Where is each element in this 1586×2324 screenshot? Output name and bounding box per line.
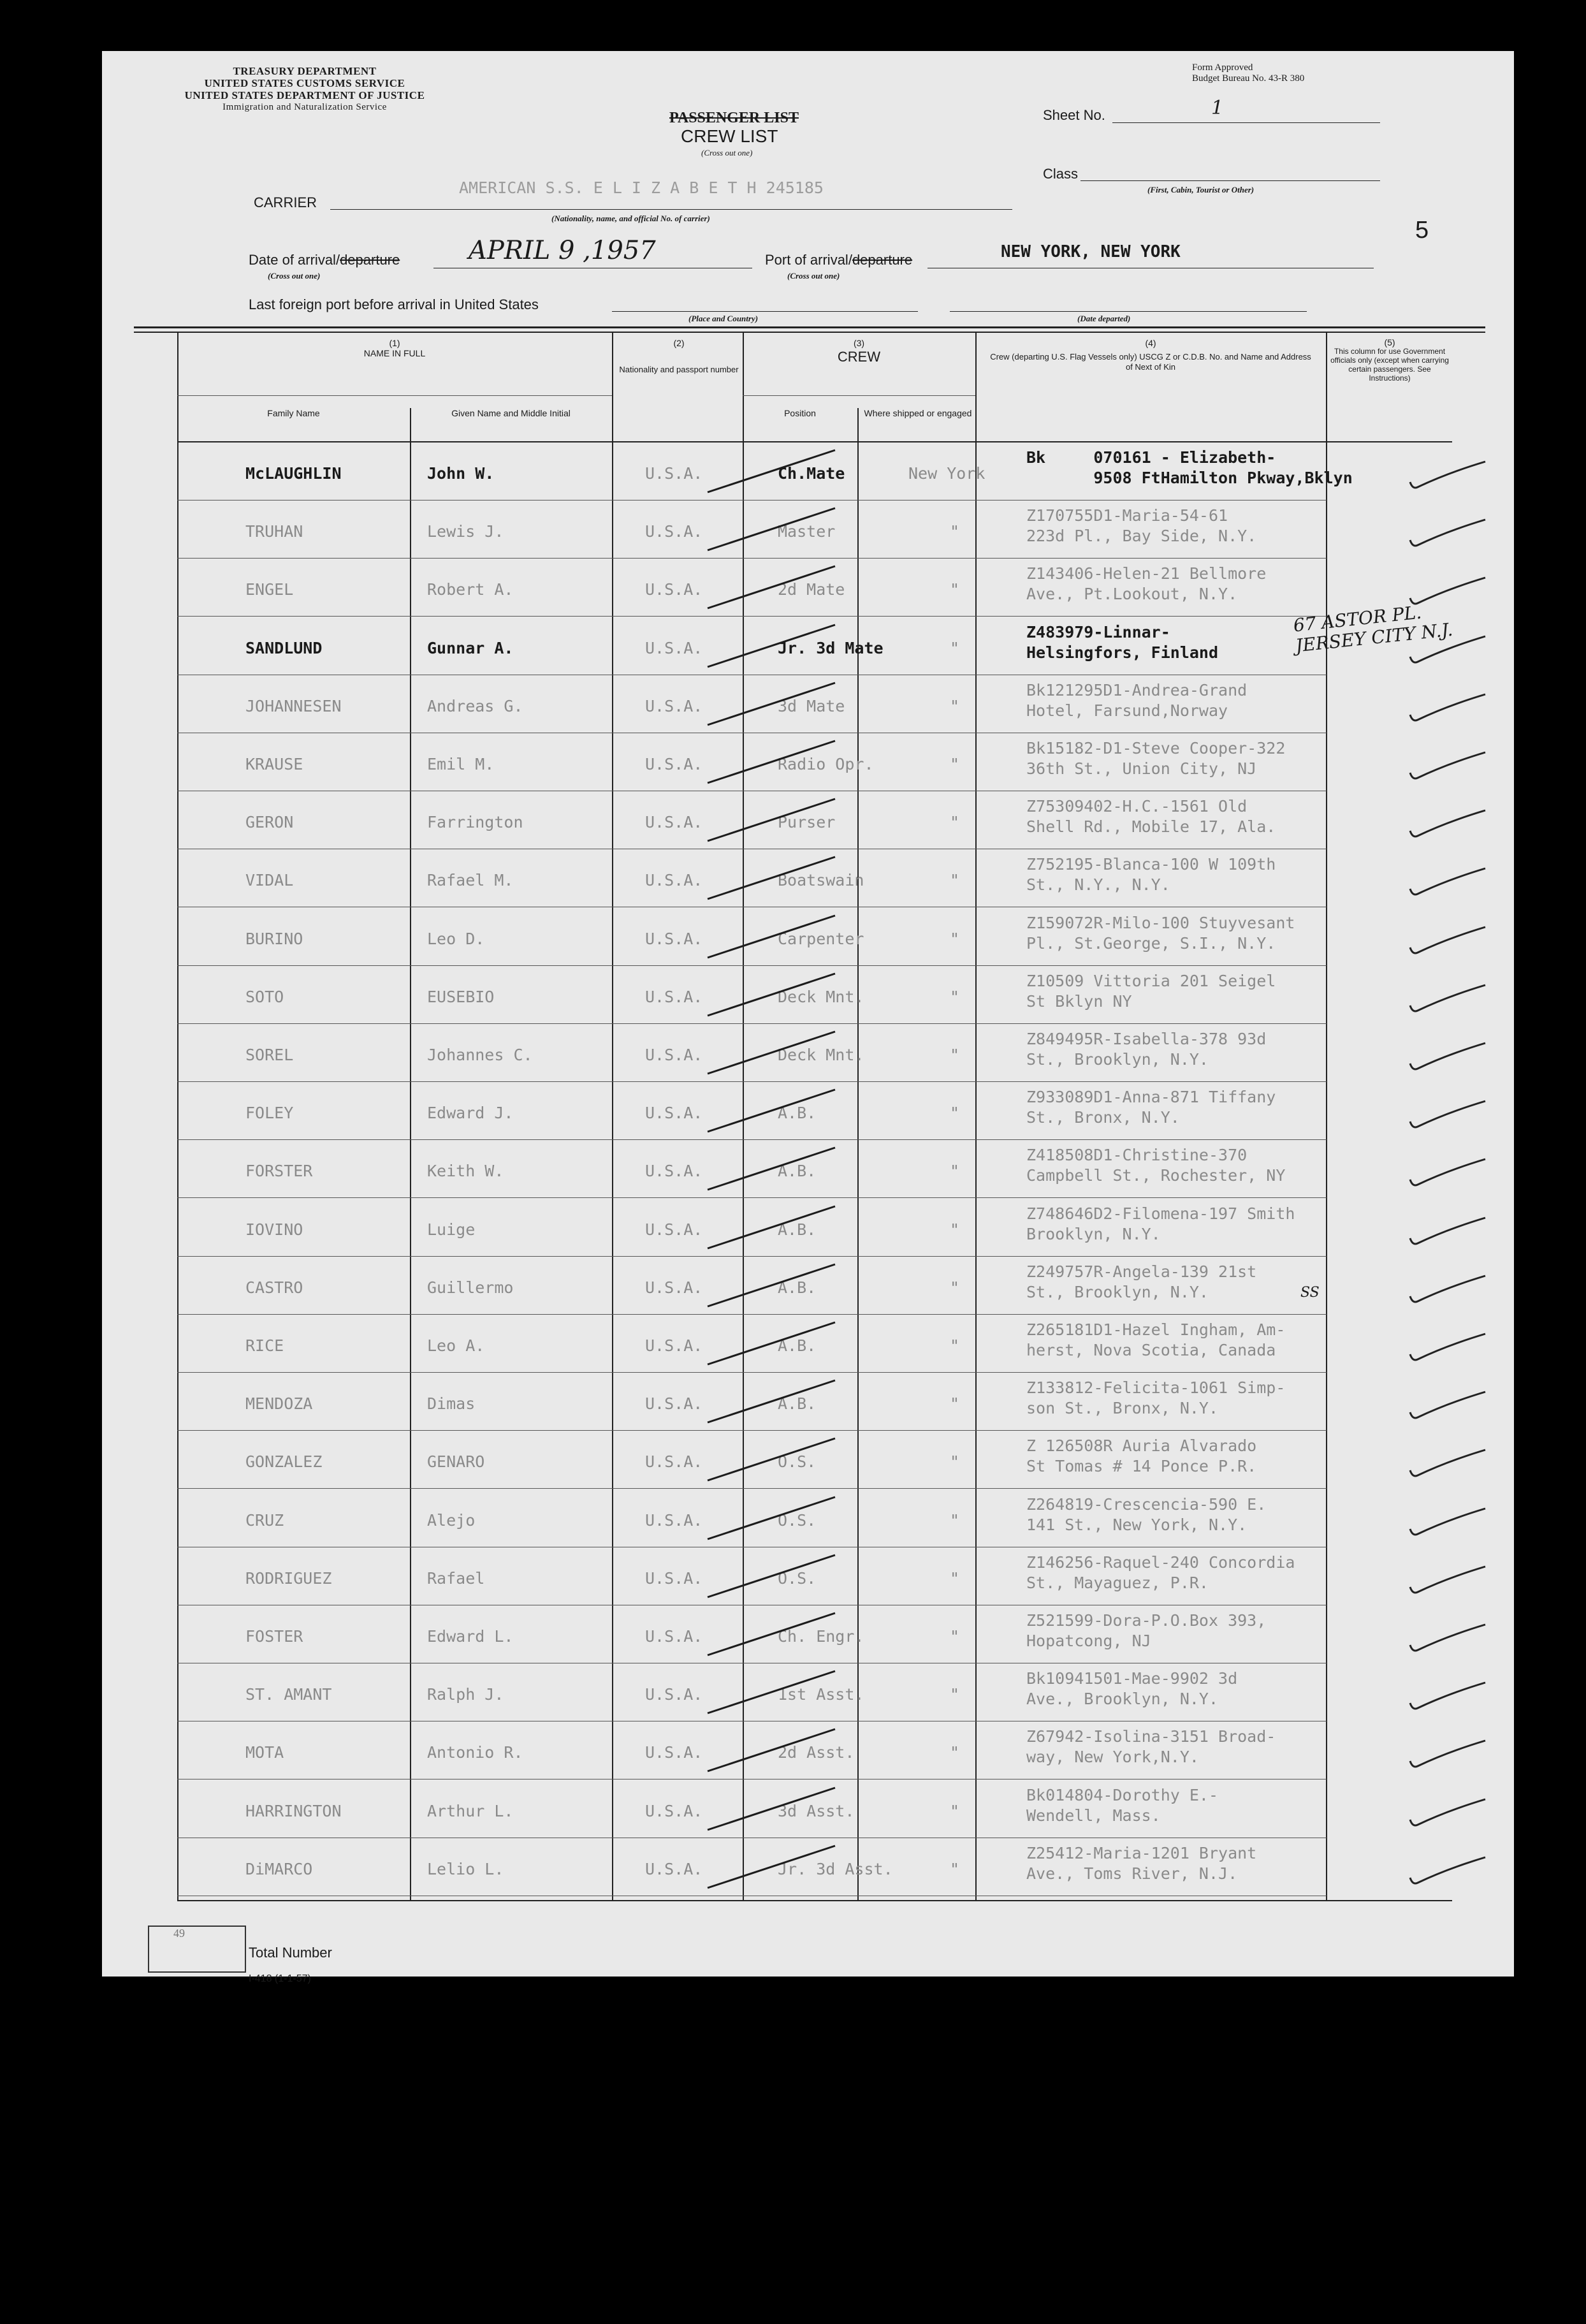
given-name: Leo D. (427, 929, 485, 948)
position: Ch. Engr. (778, 1627, 864, 1646)
port-note: (Cross out one) (787, 271, 840, 281)
budget-bureau-text: Budget Bureau No. 43-R 380 (1192, 73, 1305, 84)
sheet-label: Sheet No. (1043, 107, 1105, 123)
family-name: BURINO (245, 929, 303, 948)
next-of-kin: Z 126508R Auria Alvarado St Tomas # 14 Ponce P.R. (1026, 1436, 1257, 1476)
next-of-kin: Bk014804-Dorothy E.- Wendell, Mass. (1026, 1785, 1219, 1825)
verification-slash-icon (701, 1024, 841, 1081)
next-of-kin: Z10509 Vittoria 201 Seigel St Bklyn NY (1026, 971, 1276, 1011)
position: O.S. (778, 1452, 817, 1472)
table-row (102, 908, 1514, 966)
nationality: U.S.A. (645, 987, 703, 1006)
position: 3d Mate (778, 696, 845, 715)
nationality: U.S.A. (645, 1510, 703, 1530)
next-of-kin: Z483979-Linnar- Helsingfors, Finland (1026, 622, 1219, 662)
handwritten-address: 67 ASTOR PL. JERSEY CITY N.J. (1292, 601, 1454, 657)
page-title: CREW LIST (681, 126, 778, 146)
checkmark-icon (1402, 691, 1492, 729)
nationality: U.S.A. (645, 1801, 703, 1820)
col4-header: (4) Crew (departing U.S. Flag Vessels only) USCG Z or C.D.B. No. and Name and Address of Next of Kin (990, 338, 1311, 372)
agency-line: UNITED STATES DEPARTMENT OF JUSTICE (184, 89, 425, 101)
date-note: (Cross out one) (268, 271, 321, 281)
next-of-kin: Z933089D1-Anna-871 Tiffany St., Bronx, N.Y. (1026, 1088, 1276, 1127)
nationality: U.S.A. (645, 1220, 703, 1239)
family-name: MOTA (245, 1743, 284, 1762)
verification-slash-icon (701, 1663, 841, 1721)
carrier-value: AMERICAN S.S. E L I Z A B E T H 245185 (459, 179, 824, 197)
class-note: (First, Cabin, Tourist or Other) (1147, 185, 1255, 194)
col3-header: (3) CREW (837, 338, 881, 365)
given-name: Lewis J. (427, 522, 504, 541)
checkmark-icon (1402, 807, 1492, 845)
table-row (102, 1431, 1514, 1489)
position: A.B. (778, 1162, 817, 1181)
given-name: Antonio R. (427, 1743, 523, 1762)
given-name: Farrington (427, 813, 523, 832)
nationality: U.S.A. (645, 1046, 703, 1064)
next-of-kin: Z418508D1-Christine-370 Campbell St., Rochester, NY (1026, 1146, 1286, 1185)
family-name: GONZALEZ (245, 1452, 323, 1472)
nationality: U.S.A. (645, 696, 703, 715)
family-name: RICE (245, 1336, 284, 1355)
nationality: U.S.A. (645, 1743, 703, 1762)
verification-slash-icon (701, 1082, 841, 1139)
given-name: Keith W. (427, 1162, 504, 1181)
date-label: Date of arrival/departure (249, 252, 400, 268)
checkmark-icon (1402, 1330, 1492, 1368)
next-of-kin: Z67942-Isolina-3151 Broad- way, New York,N.Y. (1026, 1727, 1276, 1767)
next-of-kin: Z170755D1-Maria-54-61 223d Pl., Bay Side, N.Y. (1026, 506, 1257, 546)
next-of-kin: Z521599-Dora-P.O.Box 393, Hopatcong, NJ (1026, 1611, 1267, 1650)
crew-list-form (102, 51, 1514, 1984)
where-shipped: " (950, 1801, 960, 1820)
checkmark-icon (1402, 516, 1492, 554)
where-shipped: " (950, 1394, 960, 1414)
table-row (102, 675, 1514, 733)
given-name: Leo A. (427, 1336, 485, 1355)
given-name: Luige (427, 1220, 476, 1239)
col1a-header: Family Name (267, 408, 320, 418)
checkmark-icon (1402, 1853, 1492, 1892)
agency-line: Immigration and Naturalization Service (222, 102, 387, 112)
position: A.B. (778, 1394, 817, 1414)
next-of-kin: Z143406-Helen-21 Bellmore Ave., Pt.Lookout, N.Y. (1026, 564, 1267, 604)
checkmark-icon (1402, 981, 1492, 1019)
checkmark-icon (1402, 1795, 1492, 1834)
given-name: Dimas (427, 1394, 476, 1414)
family-name: CRUZ (245, 1510, 284, 1530)
col1-header: (1) NAME IN FULL (363, 338, 426, 358)
where-shipped: " (950, 1104, 960, 1123)
checkmark-icon (1402, 458, 1492, 496)
where-shipped: " (950, 1685, 960, 1704)
nationality: U.S.A. (645, 813, 703, 832)
verification-slash-icon (701, 1489, 841, 1547)
checkmark-icon (1402, 1214, 1492, 1252)
family-name: ENGEL (245, 580, 294, 599)
position: O.S. (778, 1510, 817, 1530)
where-shipped: " (950, 929, 960, 948)
where-shipped: " (950, 987, 960, 1006)
table-row (102, 1373, 1514, 1431)
title-struck: PASSENGER LIST (669, 110, 799, 126)
given-name: Edward J. (427, 1104, 514, 1123)
where-shipped: " (950, 1510, 960, 1530)
form-approved-text: Form Approved (1192, 62, 1253, 73)
where-shipped: " (950, 755, 960, 773)
position: 2d Asst. (778, 1743, 855, 1762)
checkmark-icon (1402, 923, 1492, 961)
nationality: U.S.A. (645, 522, 703, 541)
position: O.S. (778, 1568, 817, 1588)
position: Purser (778, 813, 836, 832)
position: A.B. (778, 1104, 817, 1123)
col3a-header: Position (784, 408, 816, 418)
given-name: Arthur L. (427, 1801, 514, 1820)
where-shipped: " (950, 1278, 960, 1297)
next-of-kin: Z249757R-Angela-139 21st St., Brooklyn, N.Y. (1026, 1262, 1257, 1301)
nationality: U.S.A. (645, 755, 703, 773)
given-name: Emil M. (427, 755, 495, 773)
given-name: Rafael M. (427, 871, 514, 890)
verification-slash-icon (701, 849, 841, 907)
checkmark-icon (1402, 1505, 1492, 1543)
given-name: Lelio L. (427, 1859, 504, 1878)
nationality: U.S.A. (645, 1104, 703, 1123)
position: Jr. 3d Mate (778, 638, 884, 657)
table-row (102, 442, 1514, 501)
family-name: SOTO (245, 987, 284, 1006)
family-name: JOHANNESEN (245, 696, 342, 715)
position: 1st Asst. (778, 1685, 864, 1704)
table-row (102, 1140, 1514, 1198)
family-name: RODRIGUEZ (245, 1568, 332, 1588)
where-shipped: " (950, 1452, 960, 1472)
table-row (102, 966, 1514, 1024)
nationality: U.S.A. (645, 1394, 703, 1414)
verification-slash-icon (701, 1315, 841, 1372)
position: Jr. 3d Asst. (778, 1859, 893, 1878)
table-row (102, 1315, 1514, 1373)
nationality: U.S.A. (645, 1859, 703, 1878)
table-row (102, 849, 1514, 907)
checkmark-icon (1402, 1446, 1492, 1484)
total-number-value: 49 (173, 1927, 185, 1940)
checkmark-icon (1402, 1155, 1492, 1194)
given-name: Gunnar A. (427, 638, 514, 657)
verification-slash-icon (701, 966, 841, 1023)
agency-block (139, 65, 470, 113)
date-value: APRIL 9 ,1957 (469, 236, 656, 265)
checkmark-icon (1402, 1097, 1492, 1136)
nationality: U.S.A. (645, 1452, 703, 1472)
family-name: CASTRO (245, 1278, 303, 1297)
given-name: EUSEBIO (427, 987, 495, 1006)
place-note: (Place and Country) (688, 314, 759, 323)
given-name: Rafael (427, 1568, 485, 1588)
family-name: DiMARCO (245, 1859, 313, 1878)
where-shipped: " (950, 813, 960, 832)
verification-slash-icon (701, 791, 841, 849)
table-row (102, 1024, 1514, 1082)
nationality: U.S.A. (645, 929, 703, 948)
next-of-kin: Z146256-Raquel-240 Concordia St., Mayaguez, P.R. (1026, 1553, 1295, 1592)
table-row (102, 1721, 1514, 1780)
family-name: MENDOZA (245, 1394, 313, 1414)
position: A.B. (778, 1336, 817, 1355)
table-row (102, 501, 1514, 559)
form-approval (1192, 62, 1304, 84)
given-name: GENARO (427, 1452, 485, 1472)
family-name: IOVINO (245, 1220, 303, 1239)
table-row (102, 1663, 1514, 1721)
col2-header: (2) Nationality and passport number (619, 338, 739, 374)
table-row (102, 1547, 1514, 1605)
where-shipped: " (950, 1859, 960, 1878)
verification-slash-icon (701, 1199, 841, 1256)
position: A.B. (778, 1278, 817, 1297)
where-shipped: " (950, 522, 960, 541)
position: A.B. (778, 1220, 817, 1239)
where-shipped: " (950, 871, 960, 890)
verification-slash-icon (701, 559, 841, 616)
checkmark-icon (1402, 1388, 1492, 1426)
next-of-kin: Z25412-Maria-1201 Bryant Ave., Toms River, N.J. (1026, 1843, 1257, 1883)
checkmark-icon (1402, 1621, 1492, 1659)
table-row (102, 1082, 1514, 1140)
agency-line: TREASURY DEPARTMENT (233, 65, 377, 77)
family-name: SANDLUND (245, 638, 323, 657)
verification-slash-icon (701, 675, 841, 733)
col5-header: (5) This column for use Government officials only (except when carrying certain passengers. See Instructions) (1330, 337, 1449, 383)
handwritten-ss: SS (1300, 1285, 1320, 1301)
nationality: U.S.A. (645, 580, 703, 599)
checkmark-icon (1402, 749, 1492, 787)
verification-slash-icon (701, 1838, 841, 1896)
given-name: Guillermo (427, 1278, 514, 1297)
col1b-header: Given Name and Middle Initial (451, 408, 571, 418)
nationality: U.S.A. (645, 1568, 703, 1588)
table-row (102, 733, 1514, 791)
position: Carpenter (778, 929, 864, 948)
family-name: GERON (245, 813, 294, 832)
family-name: KRAUSE (245, 755, 303, 773)
table-row (102, 559, 1514, 617)
nationality: U.S.A. (645, 1336, 703, 1355)
position: Ch.Mate (778, 464, 845, 483)
where-shipped: " (950, 638, 960, 657)
verification-slash-icon (701, 442, 841, 500)
checkmark-icon (1402, 1737, 1492, 1775)
agency-line: UNITED STATES CUSTOMS SERVICE (204, 77, 405, 89)
col3b-header: Where shipped or engaged (864, 408, 972, 418)
where-shipped: " (950, 580, 960, 599)
table-row (102, 1780, 1514, 1838)
table-row (102, 1489, 1514, 1547)
verification-slash-icon (701, 908, 841, 965)
family-name: FOLEY (245, 1104, 294, 1123)
position: Boatswain (778, 871, 864, 890)
family-name: FORSTER (245, 1162, 313, 1181)
verification-slash-icon (701, 1257, 841, 1314)
verification-slash-icon (701, 1140, 841, 1197)
port-value: NEW YORK, NEW YORK (1001, 242, 1181, 261)
next-of-kin: Z159072R-Milo-100 Stuyvesant Pl., St.George, S.I., N.Y. (1026, 913, 1295, 953)
port-label: Port of arrival/departure (765, 252, 913, 268)
form-number: I-418 (1-1-57) (249, 1973, 311, 1984)
verification-slash-icon (701, 1547, 841, 1605)
verification-slash-icon (701, 1431, 841, 1488)
carrier-label: CARRIER (254, 194, 317, 210)
where-shipped: " (950, 1627, 960, 1646)
where-shipped: " (950, 696, 960, 715)
position: Radio Opr. (778, 755, 874, 773)
given-name: Edward L. (427, 1627, 514, 1646)
page-number: 5 (1415, 217, 1429, 244)
sheet-value: 1 (1211, 97, 1224, 119)
given-name: Robert A. (427, 580, 514, 599)
checkmark-icon (1402, 865, 1492, 903)
table-row (102, 1838, 1514, 1896)
next-of-kin: Bk15182-D1-Steve Cooper-322 36th St., Union City, NJ (1026, 739, 1286, 778)
next-of-kin: Z849495R-Isabella-378 93d St., Brooklyn, N.Y. (1026, 1030, 1267, 1069)
position: Deck Mnt. (778, 1046, 864, 1064)
verification-slash-icon (701, 501, 841, 558)
nationality: U.S.A. (645, 1278, 703, 1297)
checkmark-icon (1402, 1272, 1492, 1310)
given-name: John W. (427, 464, 495, 483)
verification-slash-icon (701, 733, 841, 791)
where-shipped: " (950, 1743, 960, 1762)
given-name: Johannes C. (427, 1046, 533, 1064)
carrier-note: (Nationality, name, and official No. of carrier) (551, 214, 710, 223)
where-shipped: " (950, 1336, 960, 1355)
date-departed-note: (Date departed) (1077, 314, 1131, 323)
table-row (102, 1605, 1514, 1663)
nationality: U.S.A. (645, 871, 703, 890)
verification-slash-icon (701, 617, 841, 675)
where-shipped: New York (908, 464, 986, 483)
position: 2d Mate (778, 580, 845, 599)
family-name: ST. AMANT (245, 1685, 332, 1704)
given-name: Ralph J. (427, 1685, 504, 1704)
verification-slash-icon (701, 1721, 841, 1779)
family-name: HARRINGTON (245, 1801, 342, 1820)
where-shipped: " (950, 1220, 960, 1239)
nationality: U.S.A. (645, 464, 703, 483)
given-name: Alejo (427, 1510, 476, 1530)
next-of-kin: Z133812-Felicita-1061 Simp- son St., Bronx, N.Y. (1026, 1378, 1286, 1418)
next-of-kin: Z264819-Crescencia-590 E. 141 St., New York, N.Y. (1026, 1495, 1267, 1534)
total-number-label: Total Number (249, 1945, 332, 1961)
last-port-label: Last foreign port before arrival in United States (249, 296, 539, 312)
nationality: U.S.A. (645, 638, 703, 657)
where-shipped: " (950, 1568, 960, 1588)
family-name: SOREL (245, 1046, 294, 1064)
class-label: Class (1043, 166, 1079, 182)
verification-slash-icon (701, 1373, 841, 1430)
position: Master (778, 522, 836, 541)
position: Deck Mnt. (778, 987, 864, 1006)
checkmark-icon (1402, 1679, 1492, 1717)
verification-slash-icon (701, 1780, 841, 1838)
next-of-kin: Bk121295D1-Andrea-Grand Hotel, Farsund,Norway (1026, 680, 1248, 720)
next-of-kin: Bk10941501-Mae-9902 3d Ave., Brooklyn, N.Y. (1026, 1669, 1238, 1709)
next-of-kin: Z75309402-H.C.-1561 Old Shell Rd., Mobile 17, Ala. (1026, 797, 1276, 837)
next-of-kin: Z265181D1-Hazel Ingham, Am- herst, Nova Scotia, Canada (1026, 1320, 1286, 1359)
position: 3d Asst. (778, 1801, 855, 1820)
total-number-box (148, 1926, 246, 1973)
family-name: TRUHAN (245, 522, 303, 541)
next-of-kin: Z748646D2-Filomena-197 Smith Brooklyn, N.Y. (1026, 1204, 1295, 1243)
where-shipped: " (950, 1162, 960, 1181)
nationality: U.S.A. (645, 1162, 703, 1181)
family-name: McLAUGHLIN (245, 464, 342, 483)
where-shipped: " (950, 1046, 960, 1064)
title-note: (Cross out one) (701, 148, 753, 157)
table-row (102, 791, 1514, 849)
nationality: U.S.A. (645, 1685, 703, 1704)
table-row (102, 1199, 1514, 1257)
family-name: FOSTER (245, 1627, 303, 1646)
verification-slash-icon (701, 1605, 841, 1663)
checkmark-icon (1402, 1563, 1492, 1601)
next-of-kin: Bk 070161 - Elizabeth- 9508 FtHamilton Pkway,Bklyn (1026, 448, 1353, 487)
family-name: VIDAL (245, 871, 294, 890)
checkmark-icon (1402, 1039, 1492, 1078)
given-name: Andreas G. (427, 696, 523, 715)
nationality: U.S.A. (645, 1627, 703, 1646)
next-of-kin: Z752195-Blanca-100 W 109th St., N.Y., N.Y. (1026, 855, 1276, 895)
